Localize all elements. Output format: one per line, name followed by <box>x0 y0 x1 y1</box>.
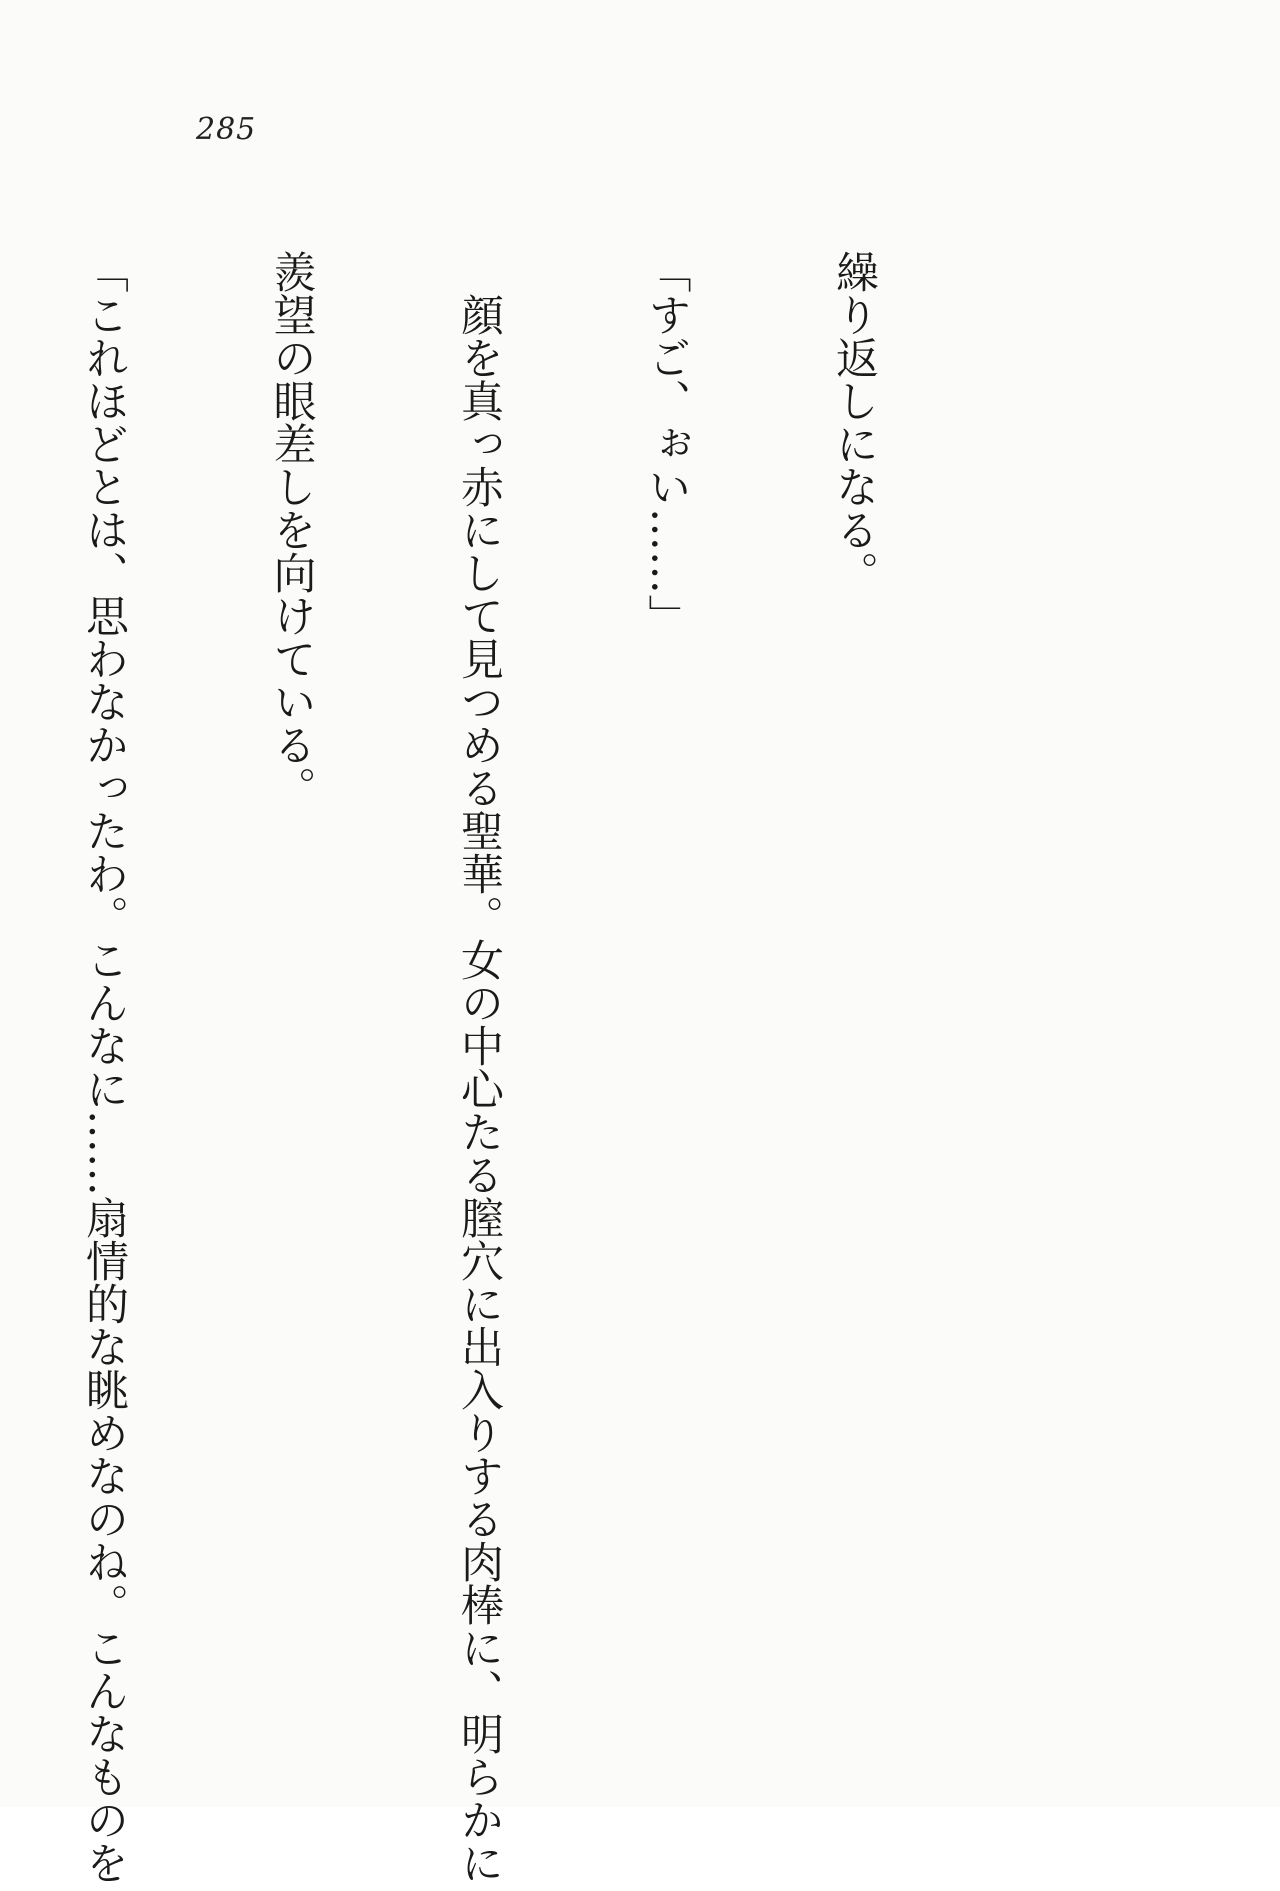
text-line: 羨望の眼差しを向けている。 <box>266 250 317 809</box>
text-line: 顔を真っ赤にして見つめる聖華。女の中心たる膣穴に出入りする肉棒に、明らかに <box>454 250 504 1884</box>
text-line: 「これほどとは、思わなかったわ。こんなに……扇情的な眺めなのね。こんなものを <box>79 250 129 1884</box>
page-number: 285 <box>196 112 257 147</box>
text-line: 繰り返しになる。 <box>829 250 879 594</box>
body-text <box>0 250 1010 1884</box>
text-line: 「すご、ぉい……」 <box>641 250 692 637</box>
